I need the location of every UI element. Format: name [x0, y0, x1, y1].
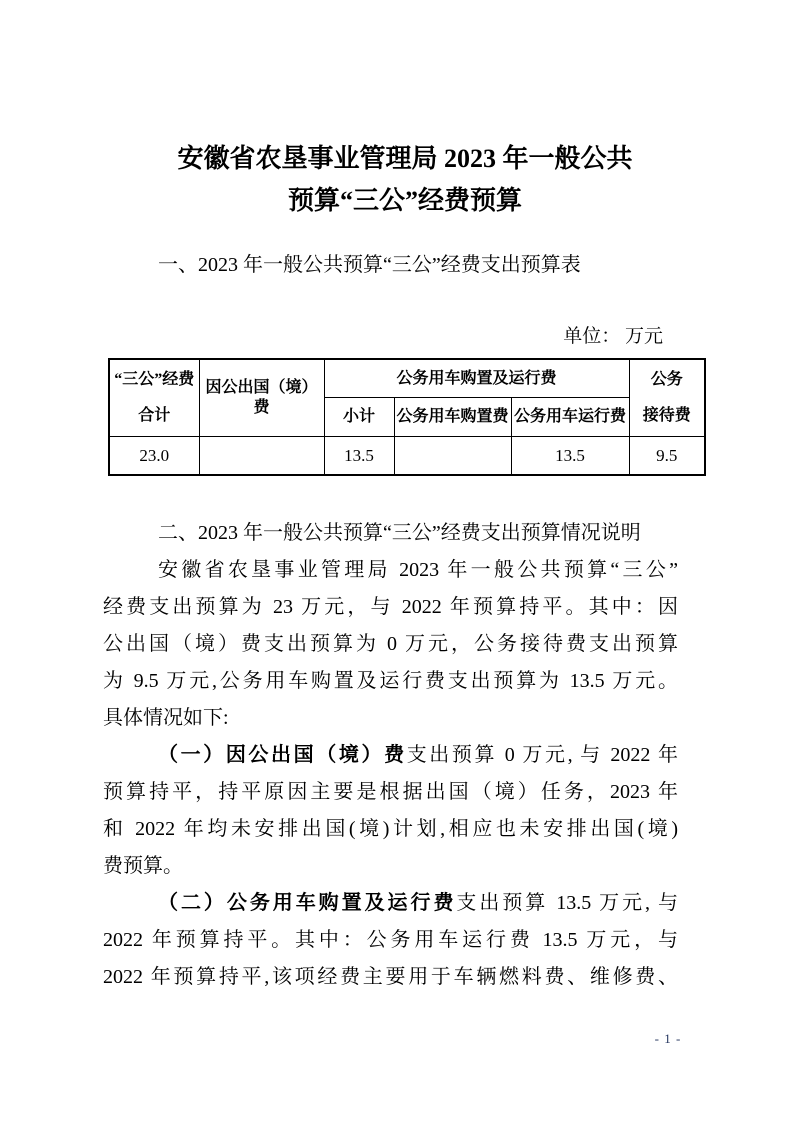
header-total-line2: 合计 [138, 407, 171, 424]
body-line: 和 2022 年均未安排出国(境)计划,相应也未安排出国(境) [103, 818, 678, 840]
body-line: 费预算。 [103, 855, 183, 877]
header-reception-line2: 接待费 [642, 407, 691, 424]
body-line: （一）因公出国（境）费支出预算 0 万元, 与 2022 年 [158, 744, 679, 766]
body-line: 2022 年预算持平,该项经费主要用于车辆燃料费、维修费、 [103, 966, 678, 988]
header-vehicle-operation: 公务用车运行费 [511, 398, 629, 437]
body-line: 公出国（境）费支出预算为 0 万元，公务接待费支出预算 [103, 633, 678, 655]
value-vehicle-subtotal: 13.5 [324, 437, 394, 476]
body-line: 2022 年预算持平。其中：公务用车运行费 13.5 万元，与 [103, 929, 678, 951]
header-total [109, 359, 199, 437]
budget-table [108, 358, 706, 476]
unit-label: 单位： 万元 [563, 326, 663, 347]
document-title-line2: 预算“三公”经费预算 [287, 186, 522, 215]
table-data-row [109, 437, 705, 476]
value-abroad [199, 437, 324, 476]
value-reception: 9.5 [629, 437, 705, 476]
header-reception [629, 359, 705, 437]
page-number: - 1 - [654, 1031, 682, 1046]
body-line: 二、2023 年一般公共预算“三公”经费支出预算情况说明 [158, 522, 641, 544]
body-line: 为 9.5 万元,公务用车购置及运行费支出预算为 13.5 万元。 [103, 670, 678, 692]
body-text [103, 515, 678, 996]
header-abroad: 因公出国（境）费 [199, 359, 324, 437]
header-vehicle-group: 公务用车购置及运行费 [324, 359, 629, 398]
body-line: 预算持平，持平原因主要是根据出国（境）任务，2023 年 [103, 781, 678, 803]
body-line: 安徽省农垦事业管理局 2023 年一般公共预算“三公” [158, 559, 678, 581]
header-vehicle-purchase: 公务用车购置费 [394, 398, 511, 437]
document-title-line1: 安徽省农垦事业管理局 2023 年一般公共 [177, 144, 633, 173]
value-vehicle-operation: 13.5 [511, 437, 629, 476]
body-line: 具体情况如下: [103, 707, 229, 729]
value-vehicle-purchase [394, 437, 511, 476]
value-total: 23.0 [109, 437, 199, 476]
header-total-line1: “三公”经费 [114, 371, 195, 388]
section1-heading: 一、2023 年一般公共预算“三公”经费支出预算表 [158, 254, 581, 276]
header-vehicle-subtotal: 小计 [324, 398, 394, 437]
body-line: 经费支出预算为 23 万元，与 2022 年预算持平。其中：因 [103, 596, 678, 618]
document-title [103, 138, 707, 222]
body-line: （二）公务用车购置及运行费支出预算 13.5 万元, 与 [158, 892, 679, 914]
header-reception-line1: 公务 [650, 371, 683, 388]
